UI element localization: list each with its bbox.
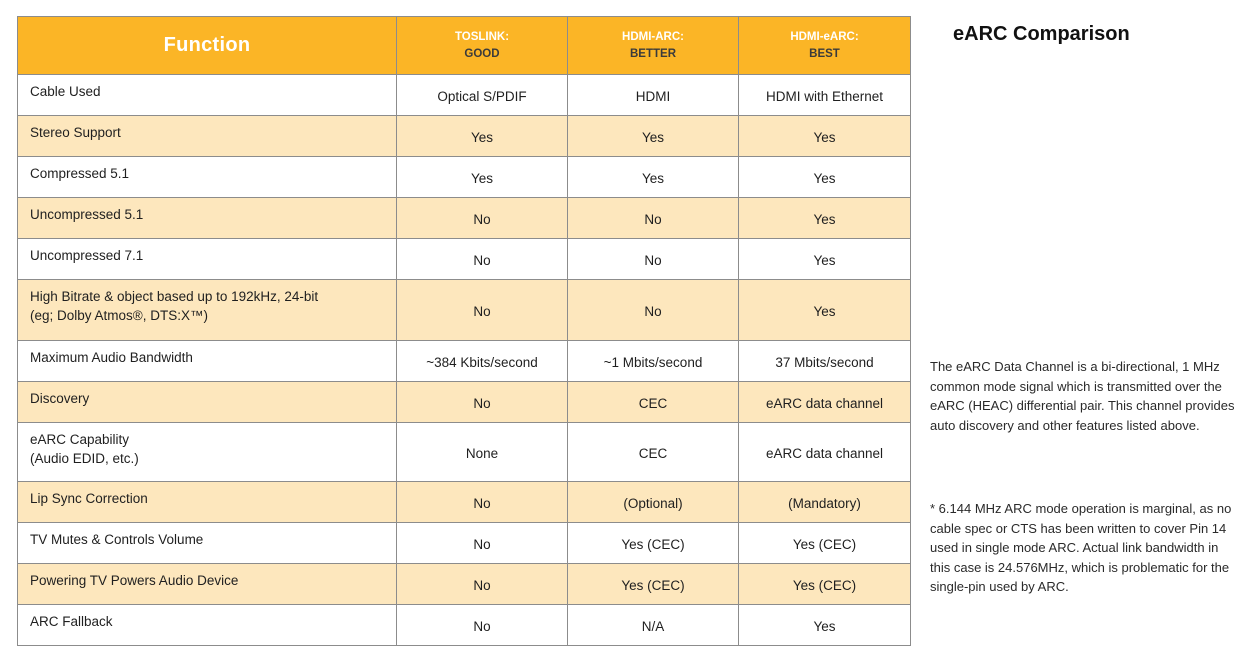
function-cell (18, 523, 397, 564)
hdmi-arc-value: Yes (CEC) (568, 523, 739, 564)
function-cell (18, 198, 397, 239)
table-row (18, 116, 911, 157)
hdmi-arc-value: Yes (568, 116, 739, 157)
table-row (18, 564, 911, 605)
hdmi-arc-value: Yes (568, 157, 739, 198)
toslink-value: ~384 Kbits/second (397, 341, 568, 382)
table-row (18, 523, 911, 564)
hdmi-earc-value: Yes (CEC) (739, 564, 911, 605)
hdmi-earc-value: eARC data channel (739, 382, 911, 423)
function-cell (18, 157, 397, 198)
side-title: eARC Comparison (953, 23, 1130, 45)
table-row (18, 280, 911, 341)
function-cell (18, 423, 397, 482)
hdmi-arc-header (568, 17, 739, 75)
table-row (18, 239, 911, 280)
toslink-value: No (397, 239, 568, 280)
table-row (18, 605, 911, 646)
function-cell (18, 75, 397, 116)
function-cell (18, 239, 397, 280)
table-body (18, 75, 911, 646)
function-header: Function (18, 17, 397, 75)
function-label: Uncompressed 7.1 (30, 248, 144, 263)
toslink-value: No (397, 605, 568, 646)
function-cell (18, 280, 397, 341)
function-label: (eg; Dolby Atmos®, DTS:X™) (30, 308, 208, 323)
table-row (18, 198, 911, 239)
table-row (18, 341, 911, 382)
table-row (18, 423, 911, 482)
toslink-value: No (397, 523, 568, 564)
toslink-value: No (397, 482, 568, 523)
hdmi-earc-value: Yes (739, 198, 911, 239)
hdmi-earc-value: eARC data channel (739, 423, 911, 482)
toslink-name: TOSLINK: (454, 30, 510, 43)
hdmi-earc-value: (Mandatory) (739, 482, 911, 523)
toslink-value: Yes (397, 116, 568, 157)
function-cell (18, 382, 397, 423)
hdmi-earc-value: Yes (CEC) (739, 523, 911, 564)
function-cell (18, 482, 397, 523)
toslink-value: Yes (397, 157, 568, 198)
function-label: ARC Fallback (30, 614, 113, 629)
hdmi-arc-value: ~1 Mbits/second (568, 341, 739, 382)
hdmi-arc-name: HDMI-ARC: (622, 30, 684, 43)
function-label: (Audio EDID, etc.) (30, 451, 139, 466)
table-row (18, 157, 911, 198)
function-label: eARC Capability (30, 432, 130, 447)
function-label: Maximum Audio Bandwidth (30, 350, 193, 365)
hdmi-arc-grade: BETTER (630, 47, 676, 60)
toslink-grade: GOOD (464, 47, 500, 60)
hdmi-arc-value: (Optional) (568, 482, 739, 523)
hdmi-earc-value: Yes (739, 239, 911, 280)
hdmi-earc-header (739, 17, 911, 75)
hdmi-arc-value: HDMI (568, 75, 739, 116)
hdmi-earc-value: Yes (739, 280, 911, 341)
function-label: Powering TV Powers Audio Device (30, 573, 239, 588)
function-cell (18, 341, 397, 382)
hdmi-earc-value: 37 Mbits/second (739, 341, 911, 382)
hdmi-arc-value: No (568, 198, 739, 239)
header-row (18, 17, 911, 75)
toslink-value: No (397, 280, 568, 341)
toslink-value: Optical S/PDIF (397, 75, 568, 116)
function-label: Lip Sync Correction (30, 491, 148, 506)
hdmi-arc-value: No (568, 239, 739, 280)
function-label: Uncompressed 5.1 (30, 207, 144, 222)
function-label: Stereo Support (30, 125, 121, 140)
function-cell (18, 116, 397, 157)
function-label: High Bitrate & object based up to 192kHz, 24-bit (30, 289, 319, 304)
hdmi-earc-value: Yes (739, 157, 911, 198)
toslink-value: None (397, 423, 568, 482)
toslink-value: No (397, 198, 568, 239)
hdmi-arc-value: CEC (568, 423, 739, 482)
toslink-value: No (397, 564, 568, 605)
table-row (18, 482, 911, 523)
hdmi-earc-grade: BEST (809, 47, 840, 60)
hdmi-earc-value: Yes (739, 116, 911, 157)
hdmi-earc-value: HDMI with Ethernet (739, 75, 911, 116)
function-cell (18, 564, 397, 605)
hdmi-arc-value: No (568, 280, 739, 341)
toslink-value: No (397, 382, 568, 423)
hdmi-arc-value: N/A (568, 605, 739, 646)
hdmi-earc-name: HDMI-eARC: (790, 30, 859, 43)
function-label: TV Mutes & Controls Volume (30, 532, 204, 547)
function-label: Discovery (30, 391, 90, 406)
hdmi-earc-value: Yes (739, 605, 911, 646)
table-row (18, 75, 911, 116)
toslink-header (397, 17, 568, 75)
function-label: Cable Used (30, 84, 101, 99)
comparison-table (17, 16, 911, 646)
hdmi-arc-value: Yes (CEC) (568, 564, 739, 605)
hdmi-arc-value: CEC (568, 382, 739, 423)
arc-mode-footnote: * 6.144 MHz ARC mode operation is marginal, as no cable spec or CTS has been written to cover Pin 14 used in single mode ARC. Actual link bandwidth in this case is 24.576MHz, which is problematic for the single-pin used by ARC. (930, 501, 1232, 594)
function-label: Compressed 5.1 (30, 166, 130, 181)
earc-data-channel-note: The eARC Data Channel is a bi-directional, 1 MHz common mode signal which is transmitted over the eARC (HEAC) differential pair. This channel provides auto discovery and other features listed above. (930, 359, 1235, 433)
table-row (18, 382, 911, 423)
function-cell (18, 605, 397, 646)
